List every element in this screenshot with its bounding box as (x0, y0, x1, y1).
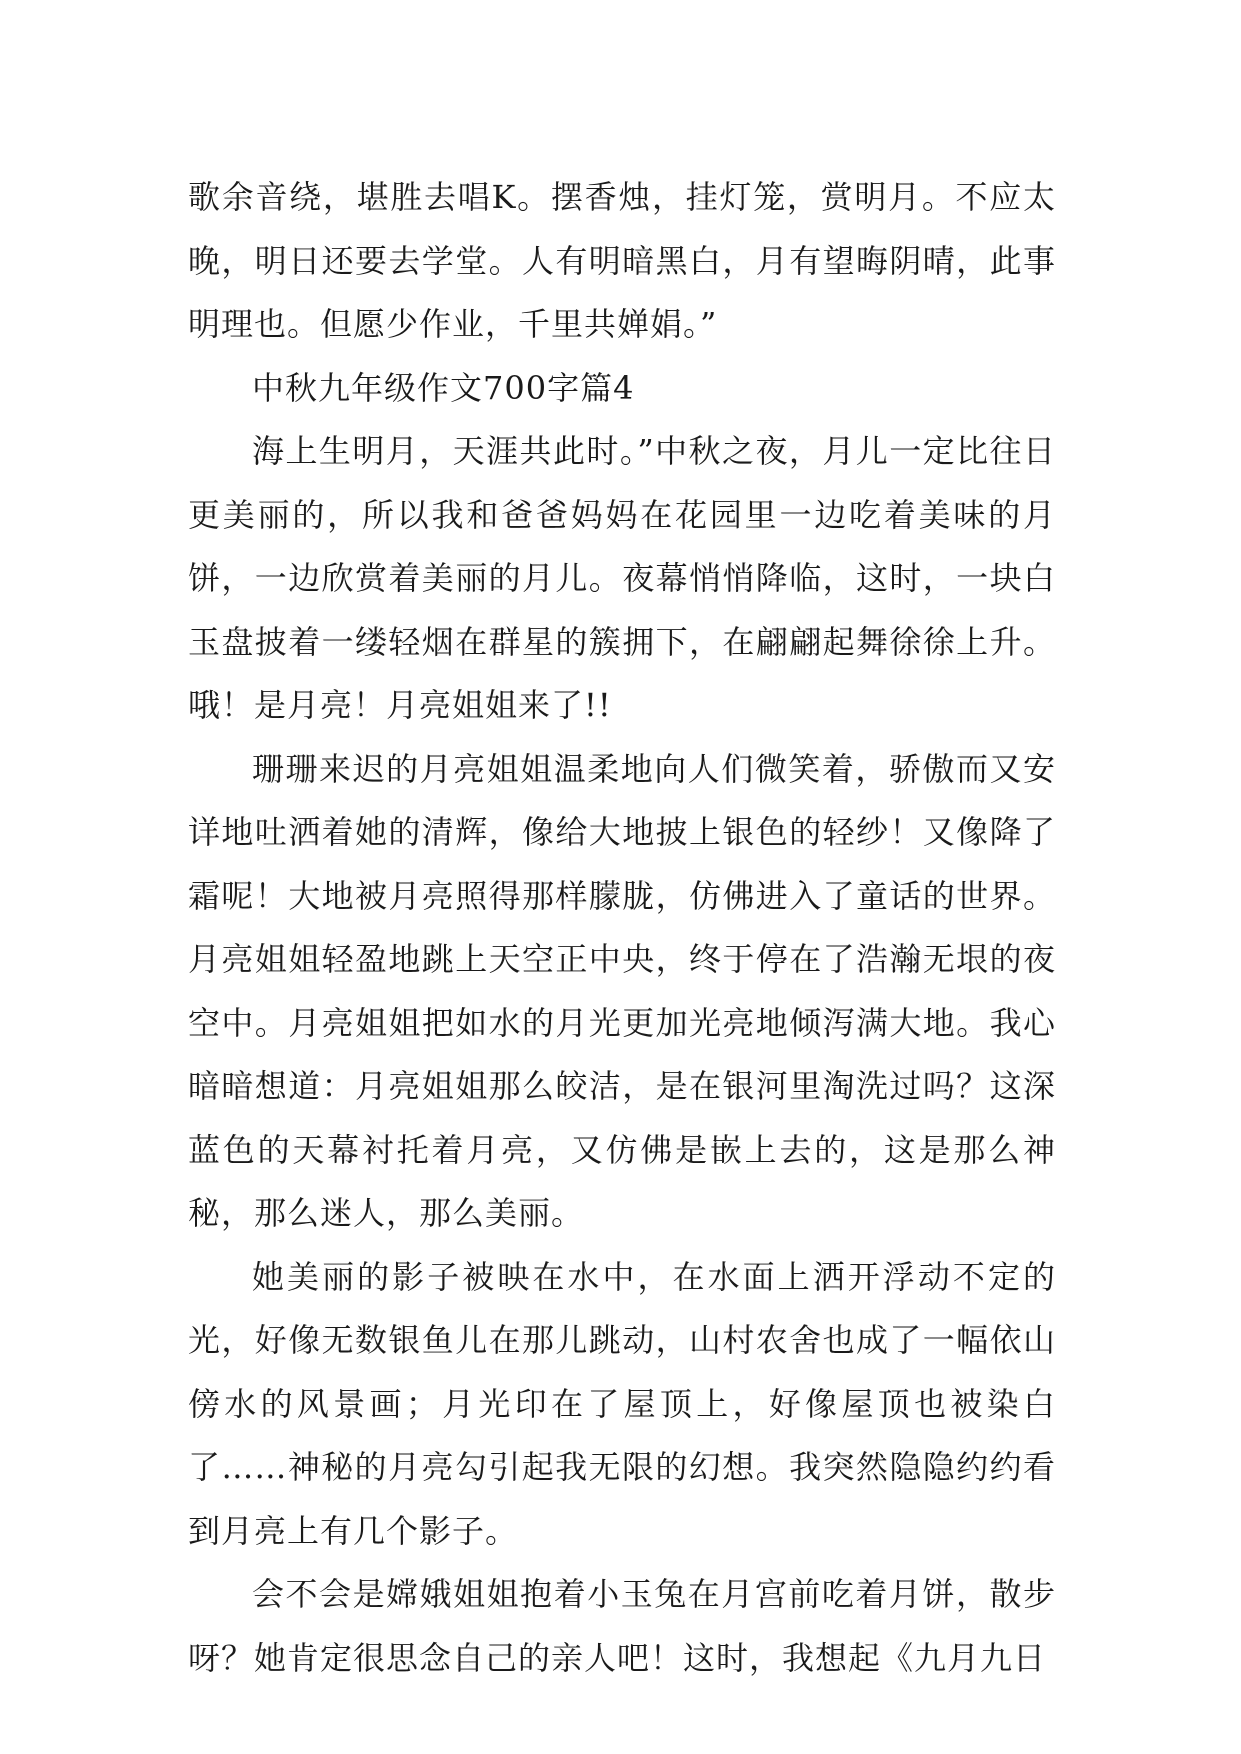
paragraph: 会不会是嫦娥姐姐抱着小玉兔在月宫前吃着月饼，散步呀？她肯定很思念自己的亲人吧！这时，我想起《九月九日 (188, 1575, 1056, 1677)
paragraph: 海上生明月，天涯共此时。”中秋之夜，月儿一定比往日更美丽的，所以我和爸爸妈妈在花园里一边吃着美味的月饼，一边欣赏着美丽的月儿。夜幕悄悄降临，这时，一块白玉盘披着一缕轻烟在群星的簇拥下，在翩翩起舞徐徐上升。哦！是月亮！月亮姐姐来了!! (188, 432, 1056, 724)
paragraph: 珊珊来迟的月亮姐姐温柔地向人们微笑着，骄傲而又安详地吐洒着她的清辉，像给大地披上银色的轻纱！又像降了霜呢！大地被月亮照得那样朦胧，仿佛进入了童话的世界。月亮姐姐轻盈地跳上天空正中央，终于停在了浩瀚无垠的夜空中。月亮姐姐把如水的月光更加光亮地倾泻满大地。我心暗暗想道：月亮姐姐那么皎洁，是在银河里淘洗过吗？这深蓝色的天幕衬托着月亮，又仿佛是嵌上去的，这是那么神秘，那么迷人，那么美丽。 (188, 749, 1056, 1232)
paragraph: 她美丽的影子被映在水中，在水面上洒开浮动不定的光，好像无数银鱼儿在那儿跳动，山村农舍也成了一幅依山傍水的风景画；月光印在了屋顶上，好像屋顶也被染白了……神秘的月亮勾引起我无限的幻想。我突然隐隐约约看到月亮上有几个影子。 (188, 1257, 1056, 1550)
section-heading: 中秋九年级作文700字篇4 (252, 368, 635, 407)
paragraph-continued: 歌余音绕，堪胜去唱K。摆香烛，挂灯笼，赏明月。不应太晚，明日还要去学堂。人有明暗黑白，月有望晦阴晴，此事明理也。但愿少作业，千里共婵娟。” (188, 178, 1056, 343)
document-body (188, 166, 1056, 1690)
